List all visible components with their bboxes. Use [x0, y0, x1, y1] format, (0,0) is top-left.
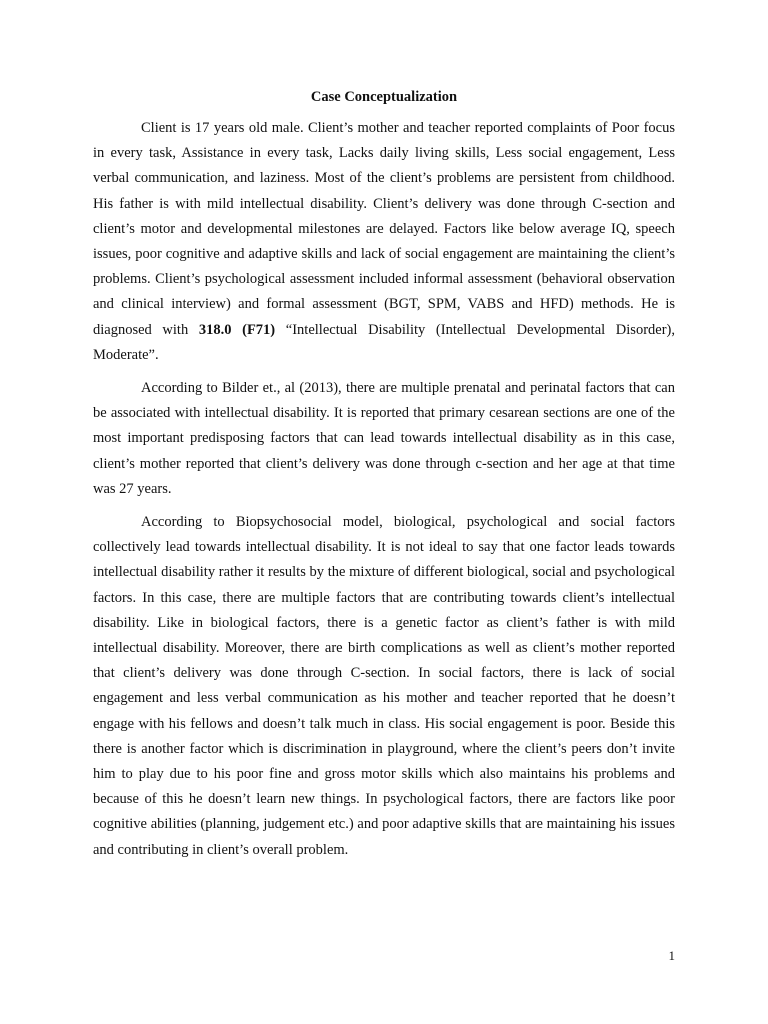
paragraph-biopsychosocial-model: According to Biopsychosocial model, biological, psychological and social factors collectively lead towards intellectual disability. It is not ideal to say that one factor leads towards intellectual disability rather it results by the mixture of different biological, social and psychological factors. In this case, there are multiple factors that are contributing towards client’s intellectual disability. Like in biological factors, there is a genetic factor as client’s father is with mild intellectual disability. Moreover, there are birth complications as well as client’s mother reported that client’s delivery was done through C-section. In social factors, there is lack of social engagement and less verbal communication as his mother and teacher reported that he doesn’t engage with his fellows and doesn’t talk much in class. His social engagement is poor. Beside this there is another factor which is discrimination in playground, where the client’s peers don’t invite him to play due to his poor fine and gross motor skills which also maintains his problems and because of this he doesn’t learn new things. In psychological factors, there are factors like poor cognitive abilities (planning, judgement etc.) and poor adaptive skills that are maintaining his issues and contributing in client’s overall problem.	[93, 514, 675, 858]
case-summary-text: Client is 17 years old male. Client’s mother and teacher reported complaints of Poor focus in every task, Assistance in every task, Lacks daily living skills, Less social engagement, Less verbal communication, and laziness. Most of the client’s problems are persistent from childhood. His father is with mild intellectual disability. Client’s delivery was done through C-section and client’s motor and developmental milestones are delayed. Factors like below average IQ, speech issues, poor cognitive and adaptive skills and lack of social engagement are maintaining the client’s problems. Client’s psychological assessment included informal assessment (behavioral observation and clinical interview) and formal assessment (BGT, SPM, VABS and HFD) methods. He is diagnosed with	[93, 120, 675, 338]
diagnosis-code: 318.0 (F71)	[198, 321, 276, 338]
diagnosis-name: “Intellectual Disability (Intellectual Developmental Disorder), Moderate”.	[93, 321, 675, 363]
document-title: Case Conceptualization	[310, 89, 458, 105]
paragraph-predisposing-factors: According to Bilder et., al (2013), there are multiple prenatal and perinatal factors that can be associated with intellectual disability. It is reported that primary cesarean sections are one of the most important predisposing factors that can lead towards intellectual disability as in this case, client’s mother reported that client’s delivery was done through c-section and her age at that time was 27 years.	[93, 380, 675, 497]
document-body	[93, 116, 675, 871]
page-number: 1	[668, 948, 675, 963]
paragraph-case-summary	[93, 116, 675, 368]
